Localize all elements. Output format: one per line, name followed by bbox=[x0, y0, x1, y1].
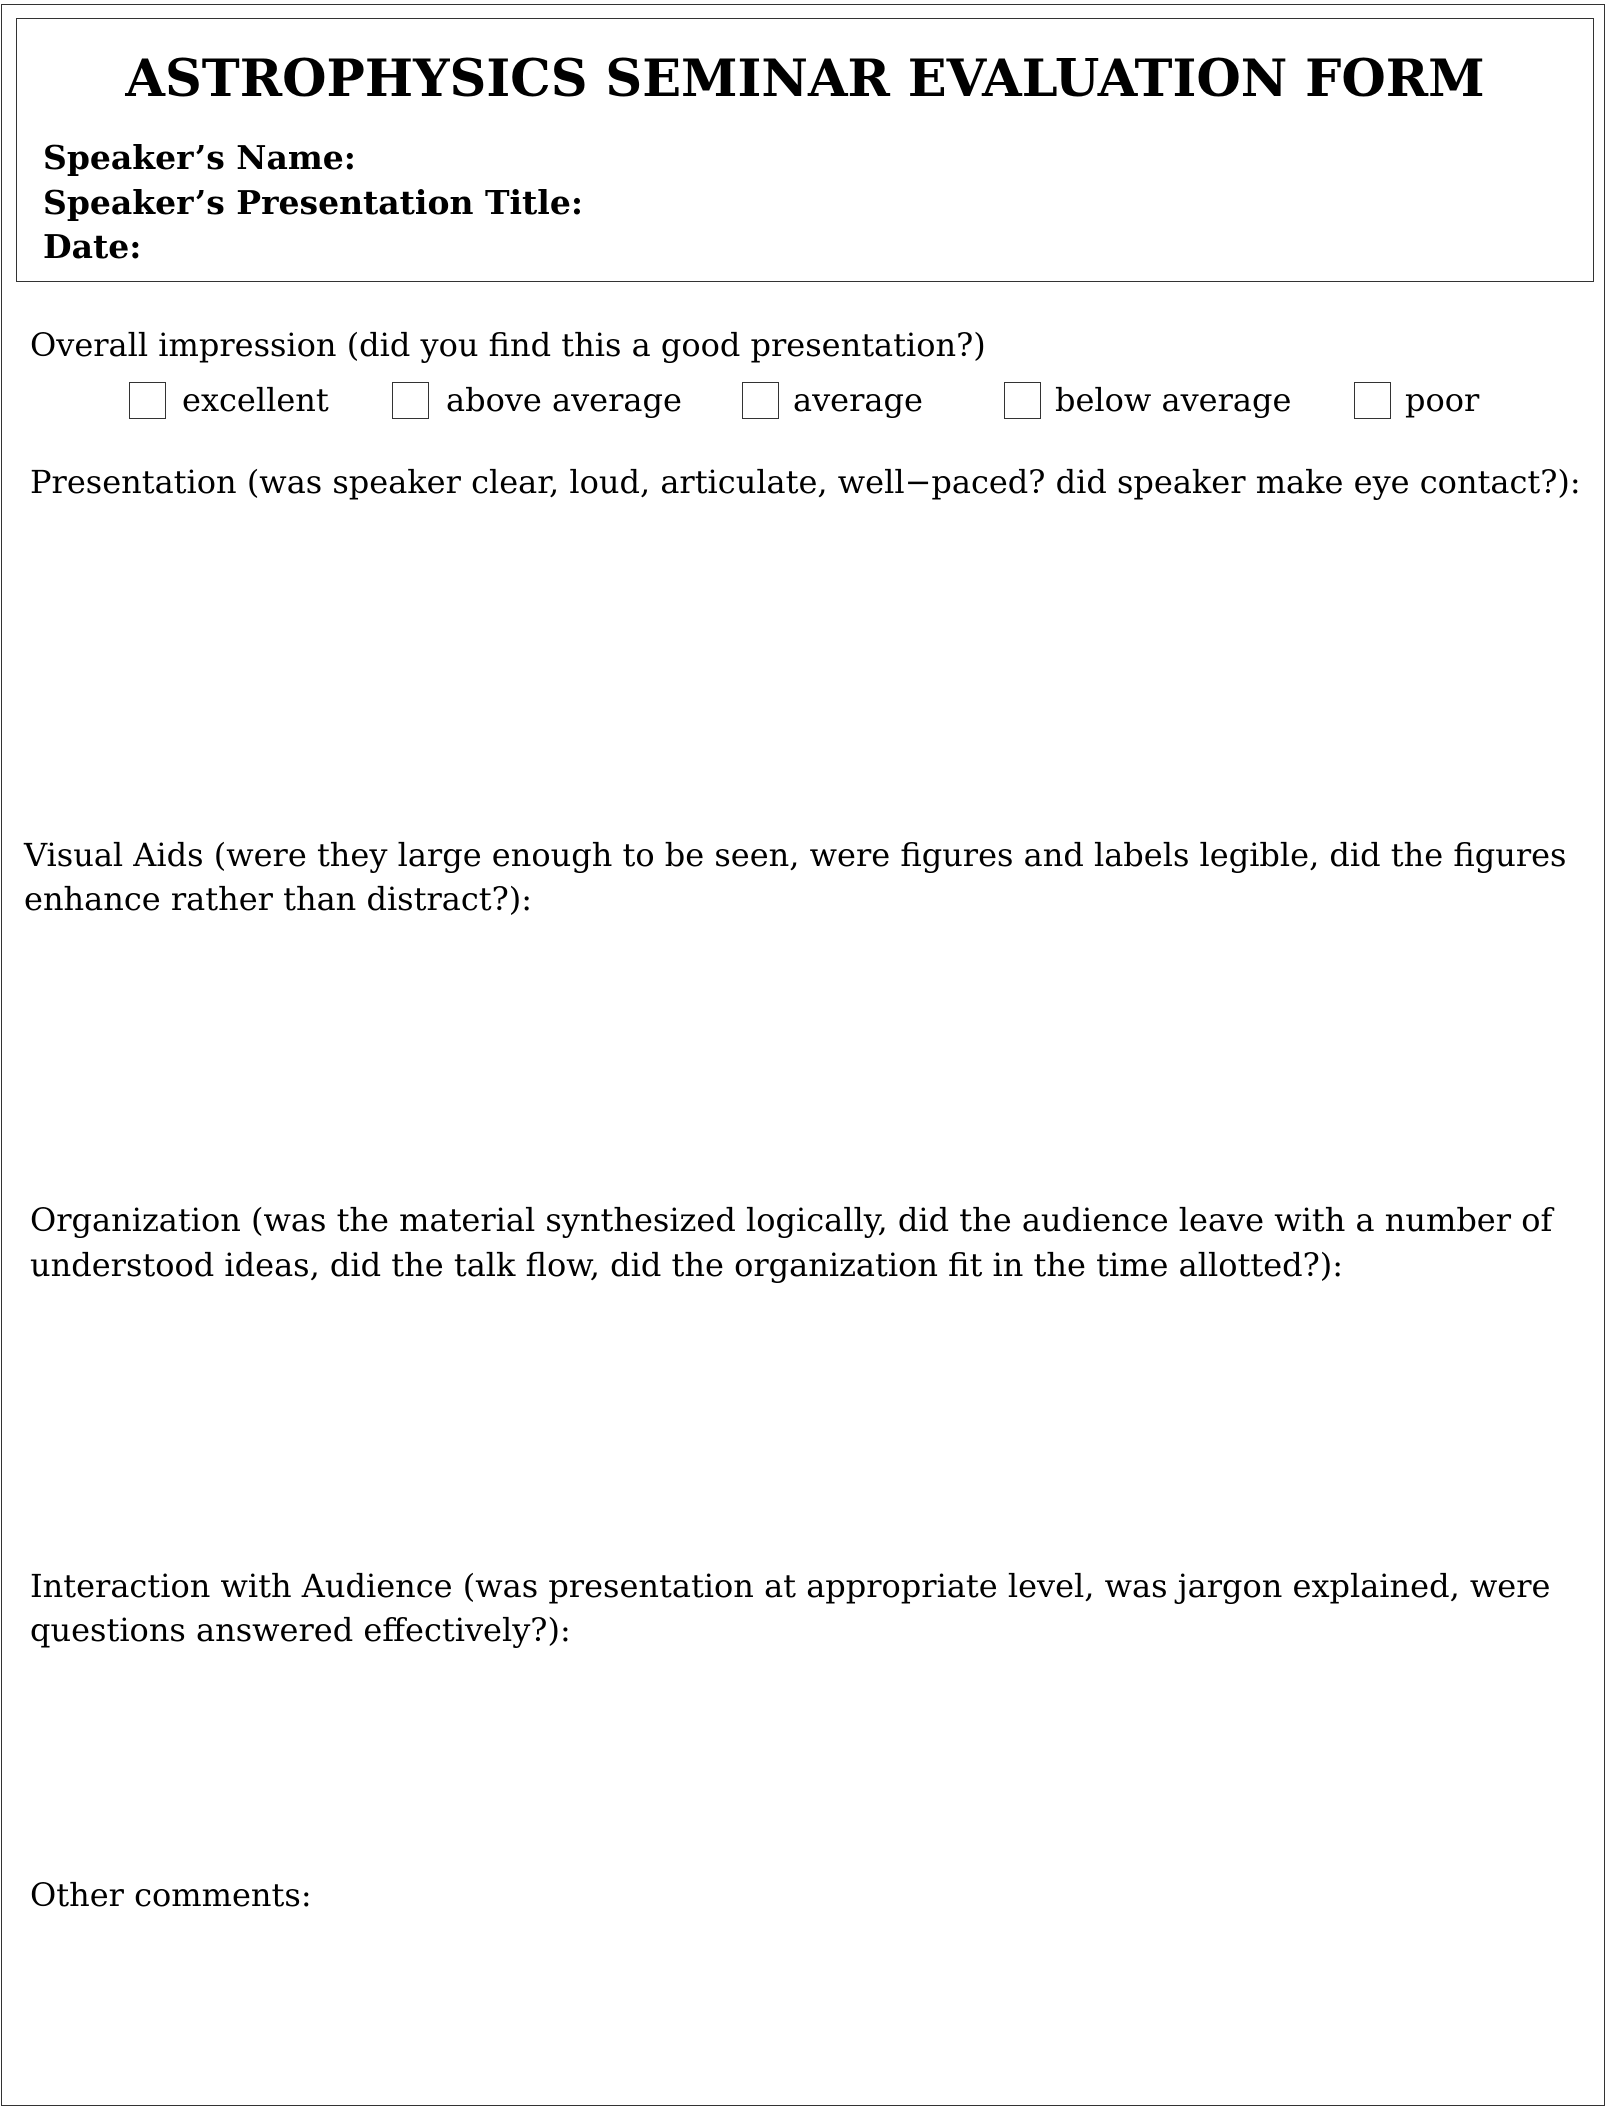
option-label-above-average: above average bbox=[446, 381, 682, 419]
other-comments-area[interactable] bbox=[24, 1920, 1584, 2100]
checkbox-excellent[interactable] bbox=[129, 382, 166, 419]
checkbox-above-average[interactable] bbox=[392, 382, 429, 419]
form-title: ASTROPHYSICS SEMINAR EVALUATION FORM bbox=[125, 49, 1485, 109]
other-comments-label: Other comments: bbox=[30, 1876, 312, 1914]
option-label-poor: poor bbox=[1405, 381, 1480, 419]
option-label-below-average: below average bbox=[1055, 381, 1292, 419]
visual-aids-question-line1: Visual Aids (were they large enough to be seen, were figures and labels legible, did the figures bbox=[24, 836, 1567, 874]
speaker-name-label: Speaker’s Name: bbox=[43, 138, 356, 177]
checkbox-poor[interactable] bbox=[1354, 382, 1391, 419]
interaction-question-line2: questions answered effectively?): bbox=[30, 1611, 571, 1649]
checkbox-average[interactable] bbox=[742, 382, 779, 419]
visual-aids-question-line2: enhance rather than distract?): bbox=[24, 880, 533, 918]
form-header bbox=[16, 18, 1594, 282]
interaction-question-line1: Interaction with Audience (was presentation at appropriate level, was jargon explained, were bbox=[30, 1567, 1551, 1605]
checkbox-below-average[interactable] bbox=[1004, 382, 1041, 419]
organization-comment-area[interactable] bbox=[24, 1290, 1584, 1560]
option-label-excellent: excellent bbox=[182, 381, 329, 419]
option-label-average: average bbox=[793, 381, 923, 419]
organization-question-line1: Organization (was the material synthesized logically, did the audience leave with a number of bbox=[30, 1201, 1553, 1239]
presentation-title-label: Speaker’s Presentation Title: bbox=[43, 183, 584, 222]
visual-aids-comment-area[interactable] bbox=[24, 925, 1584, 1195]
overall-impression-question: Overall impression (did you find this a good presentation?) bbox=[30, 326, 986, 364]
presentation-question: Presentation (was speaker clear, loud, articulate, well−paced? did speaker make eye contact?): bbox=[30, 463, 1581, 501]
date-label: Date: bbox=[43, 227, 142, 266]
organization-question-line2: understood ideas, did the talk flow, did the organization fit in the time allotted?): bbox=[30, 1246, 1344, 1284]
presentation-comment-area[interactable] bbox=[24, 510, 1584, 830]
interaction-comment-area[interactable] bbox=[24, 1655, 1584, 1875]
